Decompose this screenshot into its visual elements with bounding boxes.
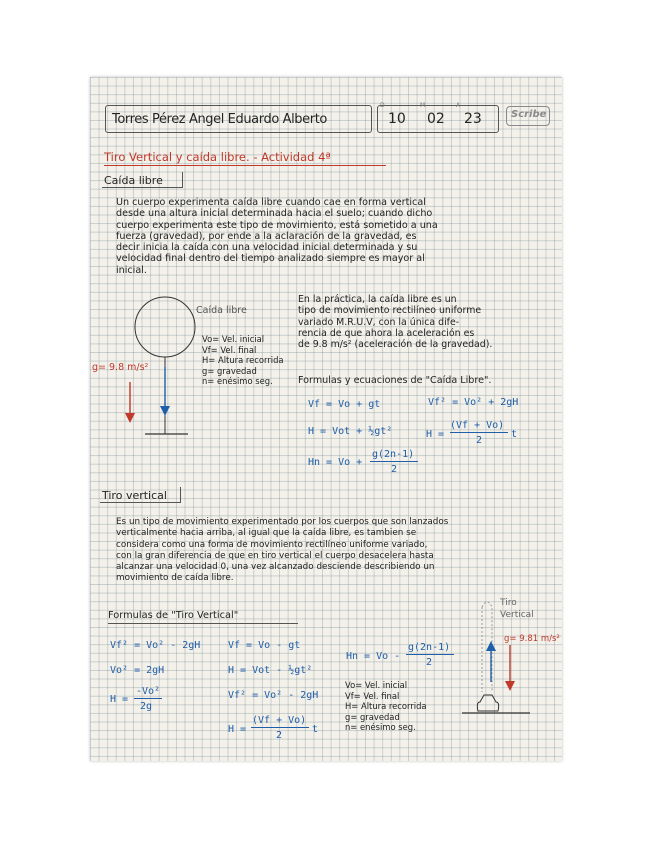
formula-hn-lhs: Hn = Vo + (308, 457, 363, 468)
tv-formula-b1: Vf = Vo - gt (228, 640, 301, 651)
tv-formula-c1-den: 2 (426, 657, 433, 668)
paragraph-line: movimiento de caída libre. (116, 573, 234, 584)
tv-formula-c1-num: g(2n-1) (408, 642, 451, 653)
paragraph-line: Un cuerpo experimenta caída libre cuando cae en forma vertical (116, 197, 426, 208)
tv-formula-c1-lhs: Hn = Vo - (346, 651, 401, 662)
tv-formula-a1: Vf² = Vo² - 2gH (110, 640, 201, 651)
legend-item: Vf= Vel. final (202, 344, 257, 355)
date-month: 02 (427, 111, 445, 127)
legend-item: Vf= Vel. final (345, 690, 400, 701)
diagram-label: Caída libre (196, 305, 247, 316)
formula-h: H = Vot + ½gt² (308, 426, 393, 437)
formula-hn-den: 2 (391, 464, 398, 475)
tv-formula-b4-num: (Vf + Vo) (252, 715, 307, 726)
tiro-vertical-heading: Tiro vertical (102, 489, 167, 502)
date-year: 23 (464, 111, 482, 127)
month-mark: M (420, 102, 426, 109)
legend-item: n= enésimo seg. (345, 722, 416, 732)
brand-name: Scribe (511, 109, 547, 120)
practice-line: En la práctica, la caída libre es un (298, 294, 457, 305)
practice-line: variado M.R.U.V, con la única dife- (298, 316, 460, 328)
formula-vf: Vf = Vo + gt (308, 399, 381, 410)
tv-formula-b4-lhs: H = (228, 724, 247, 735)
tiro-formulas-heading: Formulas de "Tiro Vertical" (108, 610, 239, 621)
paragraph-line: fuerza (gravedad), por ende a la aclaración de la gravedad, es (116, 230, 417, 242)
tv-formula-a3-lhs: H = (110, 694, 129, 705)
paragraph-line: decir inicia la caída con una velocidad inicial determinada y su (116, 242, 418, 254)
tv-formula-b2: H = Vot - ½gt² (228, 665, 313, 676)
practice-line: rencia de que ahora la aceleración es (298, 327, 475, 339)
gravity-label: g= 9.8 m/s² (92, 362, 149, 373)
tv-formula-b4-t: t (312, 724, 319, 735)
practice-line: de 9.8 m/s² (aceleración de la gravedad). (298, 339, 493, 351)
formula-h-avg-lhs: H = (426, 429, 445, 440)
paragraph-line: cuerpo experimenta este tipo de movimiento, está sometido a una (116, 219, 438, 231)
formula-hn-num: g(2n-1) (372, 449, 415, 460)
tv-diagram-label-1: Tiro (500, 598, 517, 608)
legend-item: H= Altura recorrida (202, 355, 284, 365)
paragraph-line: velocidad final dentro del tiempo analizado siempre es mayor al (116, 253, 425, 265)
formula-h-avg-t: t (511, 429, 518, 440)
notebook-page (90, 77, 562, 761)
tv-formula-a3-den: 2g (140, 701, 153, 712)
legend-item: Vo= Vel. inicial (345, 680, 408, 690)
tv-formula-a3-num: -Vo² (136, 686, 161, 697)
tiro-vertical-diagram (90, 77, 562, 761)
practice-line: tipo de movimiento rectilíneo uniforme (298, 305, 482, 317)
student-name: Torres Pérez Angel Eduardo Alberto (112, 112, 327, 127)
tv-diagram-label-2: Vertical (500, 610, 534, 620)
formula-h-avg-num: (Vf + Vo) (450, 420, 505, 431)
paragraph-line: verticalmente hacia arriba, al igual que la caída libre, es tambien se (116, 528, 417, 539)
formula-h-avg-den: 2 (476, 435, 483, 446)
date-day: 10 (388, 111, 406, 127)
formula-vf2: Vf² = Vo² + 2gH (428, 397, 519, 408)
tv-gravity-label: g= 9.81 m/s² (504, 634, 560, 644)
paragraph-line: inicial. (116, 264, 147, 276)
paragraph-line: alcanzar una velocidad 0, una vez alcanzado desciende describiendo un (116, 562, 435, 573)
legend-item: H= Altura recorrida (345, 701, 427, 711)
legend-item: g= gravedad (202, 365, 257, 376)
tv-formula-b3: Vf² = Vo² - 2gH (228, 690, 319, 701)
legend-item: Vo= Vel. inicial (202, 334, 265, 344)
page-title: Tiro Vertical y caída libre. - Actividad 4ª (104, 150, 331, 164)
caida-formulas-heading: Formulas y ecuaciones de "Caída Libre". (298, 375, 492, 386)
legend-item: n= enésimo seg. (202, 376, 273, 386)
day-mark: D (380, 102, 385, 109)
tv-formula-b4-den: 2 (276, 730, 283, 741)
paragraph-line: Es un tipo de movimiento experimentado por los cuerpos que son lanzados (116, 517, 449, 527)
year-mark: A (456, 102, 461, 109)
paragraph-line: con la gran diferencia de que en tiro vertical el cuerpo desacelera hasta (116, 550, 434, 561)
legend-item: g= gravedad (345, 711, 400, 722)
caida-libre-heading: Caída libre (104, 174, 163, 187)
paragraph-line: considera como una forma de movimiento rectilíneo uniforme variado, (116, 539, 428, 550)
tv-formula-a2: Vo² = 2gH (110, 665, 165, 676)
paragraph-line: desde una altura inicial determinada hacia el suelo; cuando dicho (116, 208, 433, 220)
